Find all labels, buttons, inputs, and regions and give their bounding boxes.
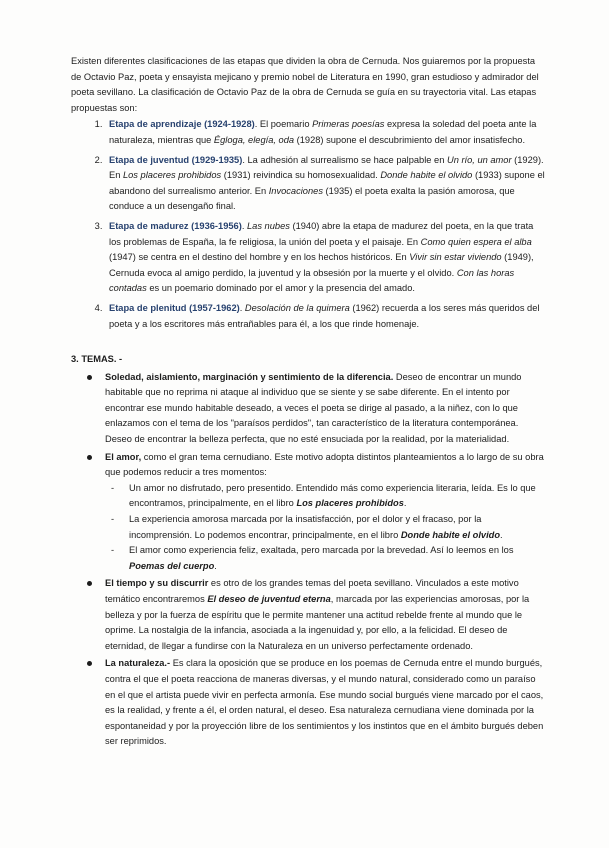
amor-sublist xyxy=(105,481,547,575)
sub-text: . xyxy=(500,529,503,540)
etapa-title: Etapa de plenitud (1957-1962) xyxy=(109,302,240,313)
book-title: Poemas del cuerpo xyxy=(129,560,215,571)
book-title: Un río, un amor xyxy=(446,154,512,165)
etapa-text: . xyxy=(241,220,247,231)
etapa-text: (1947) se centra en el destino del hombre y en los hechos históricos. En xyxy=(109,252,410,263)
book-title: Vivir sin estar viviendo xyxy=(409,252,502,263)
etapas-list xyxy=(71,117,547,332)
tema-text: como el gran tema cernudiano. Este motivo adopta distintos planteamientos a lo largo de su obra que podemos reducir a tres momentos: xyxy=(105,451,544,478)
etapa-text: es un poemario dominado por el amor y la presencia del amado. xyxy=(146,283,415,294)
etapa-item xyxy=(105,219,547,297)
temas-list xyxy=(71,370,547,750)
intro-paragraph: Existen diferentes clasificaciones de las etapas que dividen la obra de Cernuda. Nos guiaremos por la propuesta de Octavio Paz, poeta y ensayista mejicano y premio nobel de Literatura en 1990, gran estudioso y admirador del poeta sevillano. La clasificación de Octavio Paz de la obra de Cernuda se guía en su trayectoria vital. Las etapas propuestas son: xyxy=(71,56,539,113)
etapa-text: . La adhesión al surrealismo se hace palpable en xyxy=(242,154,447,165)
tema-text: Deseo de encontrar un mundo habitable que no reprima ni ataque al individuo que se siente y se sabe diferente. En el intento por encontrar ese mundo habitable deseado, a veces el poeta se dirige al pasado, a la niñez, con lo que enlazamos con el tema de los "paraísos perdidos", tan característico de la literatura contemporánea. Deseo de encontrar la belleza perfecta, que no esté ensuciada por la realidad, por la materialidad. xyxy=(105,371,522,445)
etapa-text: (1949), Cernuda evoca al amigo perdido, la juventud y la obsesión por la muerte y el olvido. xyxy=(109,252,534,278)
tema-item xyxy=(105,450,547,575)
tema-text: es otro de los grandes temas del poeta sevillano. Vinculados a este motivo temático encontraremos xyxy=(105,578,519,604)
etapa-text: . El poemario xyxy=(254,119,313,130)
sub-item xyxy=(111,512,547,543)
book-title: Donde habite el olvido xyxy=(380,170,473,181)
etapa-text: (1962) recuerda a los seres más queridos del poeta y a los escritores más entrañables para él, a los que rinde homenaje. xyxy=(109,302,540,329)
book-title: Como quien espera el alba xyxy=(420,236,532,247)
etapa-text: (1929). En xyxy=(109,154,544,181)
dash-icon: - xyxy=(111,514,115,525)
section-title: 3. TEMAS. - xyxy=(71,354,123,365)
tema-title: El tiempo y su discurrir xyxy=(105,578,209,589)
book-title: Primeras poesías xyxy=(312,119,385,130)
etapa-text: (1928) supone el descubrimiento del amor insatisfecho. xyxy=(294,134,526,145)
tema-item xyxy=(105,370,547,448)
tema-title: La naturaleza.- xyxy=(105,658,171,669)
tema-title: El amor, xyxy=(105,451,142,462)
book-title: Égloga, elegía, oda xyxy=(213,134,295,145)
etapa-text: (1935) el poeta exalta la pasión amorosa, que conduce a un desengaño final. xyxy=(109,185,515,212)
sub-text: Un amor no disfrutado, pero presentido. Entendido más como experiencia literaria, leída. Es lo que encontramos, principalmente, en el libro xyxy=(129,482,536,509)
bullet-icon xyxy=(87,661,92,666)
etapa-item xyxy=(105,153,547,215)
tema-text: Es clara la oposición que se produce en los poemas de Cernuda entre el mundo burgués, contra el que el poeta reacciona de maneras diversas, y el mundo natural, considerado como un paraíso en el que el artista puede vivir en perfecta armonía. Ese mundo social burgués viene marcado por el caos, es la realidad, y frente a él, el orden natural, el deseo. Esa naturaleza cernudiana viene dominada por la espontaneidad y por la proyección libre de los sentimientos y los instintos que en el ámbito burgués deben ser reprimidos. xyxy=(105,658,544,747)
book-title: Invocaciones xyxy=(268,185,323,196)
etapa-text: (1933) supone el abandono del surrealismo anterior. En xyxy=(109,170,545,196)
tema-title: Soledad, aislamiento, marginación y sentimiento de la diferencia. xyxy=(105,371,394,382)
etapa-item xyxy=(105,301,547,332)
book-title: Donde habite el olvido xyxy=(400,529,501,540)
tema-text: , marcada por las experiencias amorosas, por la belleza y por la fuerza de espíritu que le permite mantener una actitud rebelde frente al mundo que le oprime. La nostalgia de la infancia, asociada a la ingenuidad y, por ello, a la felicidad. El deseo de eternidad, de llegar a fundirse con la Naturaleza en un universo perfectamente ordenado. xyxy=(105,594,530,651)
book-title: Las nubes xyxy=(246,220,290,231)
tema-item xyxy=(105,656,547,750)
etapa-title: Etapa de juventud (1929-1935) xyxy=(109,154,243,165)
etapa-title: Etapa de madurez (1936-1956) xyxy=(109,220,242,231)
book-title: El deseo de juventud eterna xyxy=(207,594,331,604)
dash-icon: - xyxy=(111,482,115,493)
bullet-icon xyxy=(87,581,92,586)
etapa-text: expresa la soledad del poeta ante la naturaleza, mientras que xyxy=(109,119,537,145)
sub-item xyxy=(111,481,547,512)
sub-text: La experiencia amorosa marcada por la insatisfacción, por el dolor y el fracaso, por la incomprensión. Lo podemos encontrar, principalmente, en el libro xyxy=(129,514,482,540)
tema-item xyxy=(105,576,547,654)
etapa-text: (1931) reivindica su homosexualidad. xyxy=(221,170,381,181)
sub-text: El amor como experiencia feliz, exaltada, pero marcada por la brevedad. Así lo leemos en los xyxy=(129,545,514,556)
etapa-text: . xyxy=(239,302,245,313)
sub-item xyxy=(111,543,547,574)
dash-icon: - xyxy=(111,545,115,556)
book-title: Con las horas contadas xyxy=(109,267,515,294)
sub-text: . xyxy=(403,498,407,509)
bullet-icon xyxy=(87,375,92,380)
etapa-text: (1940) abre la etapa de madurez del poeta, en la que trata los problemas de España, la fe religiosa, la unión del poeta y el paisaje. En xyxy=(109,220,534,247)
book-title: Los placeres prohibidos xyxy=(122,170,222,181)
book-title: Los placeres prohibidos xyxy=(296,498,404,509)
sub-text: . xyxy=(214,560,217,571)
etapa-title: Etapa de aprendizaje (1924-1928) xyxy=(109,119,255,130)
etapa-item xyxy=(105,117,547,148)
bullet-icon xyxy=(87,455,92,460)
book-title: Desolación de la quimera xyxy=(244,302,350,313)
